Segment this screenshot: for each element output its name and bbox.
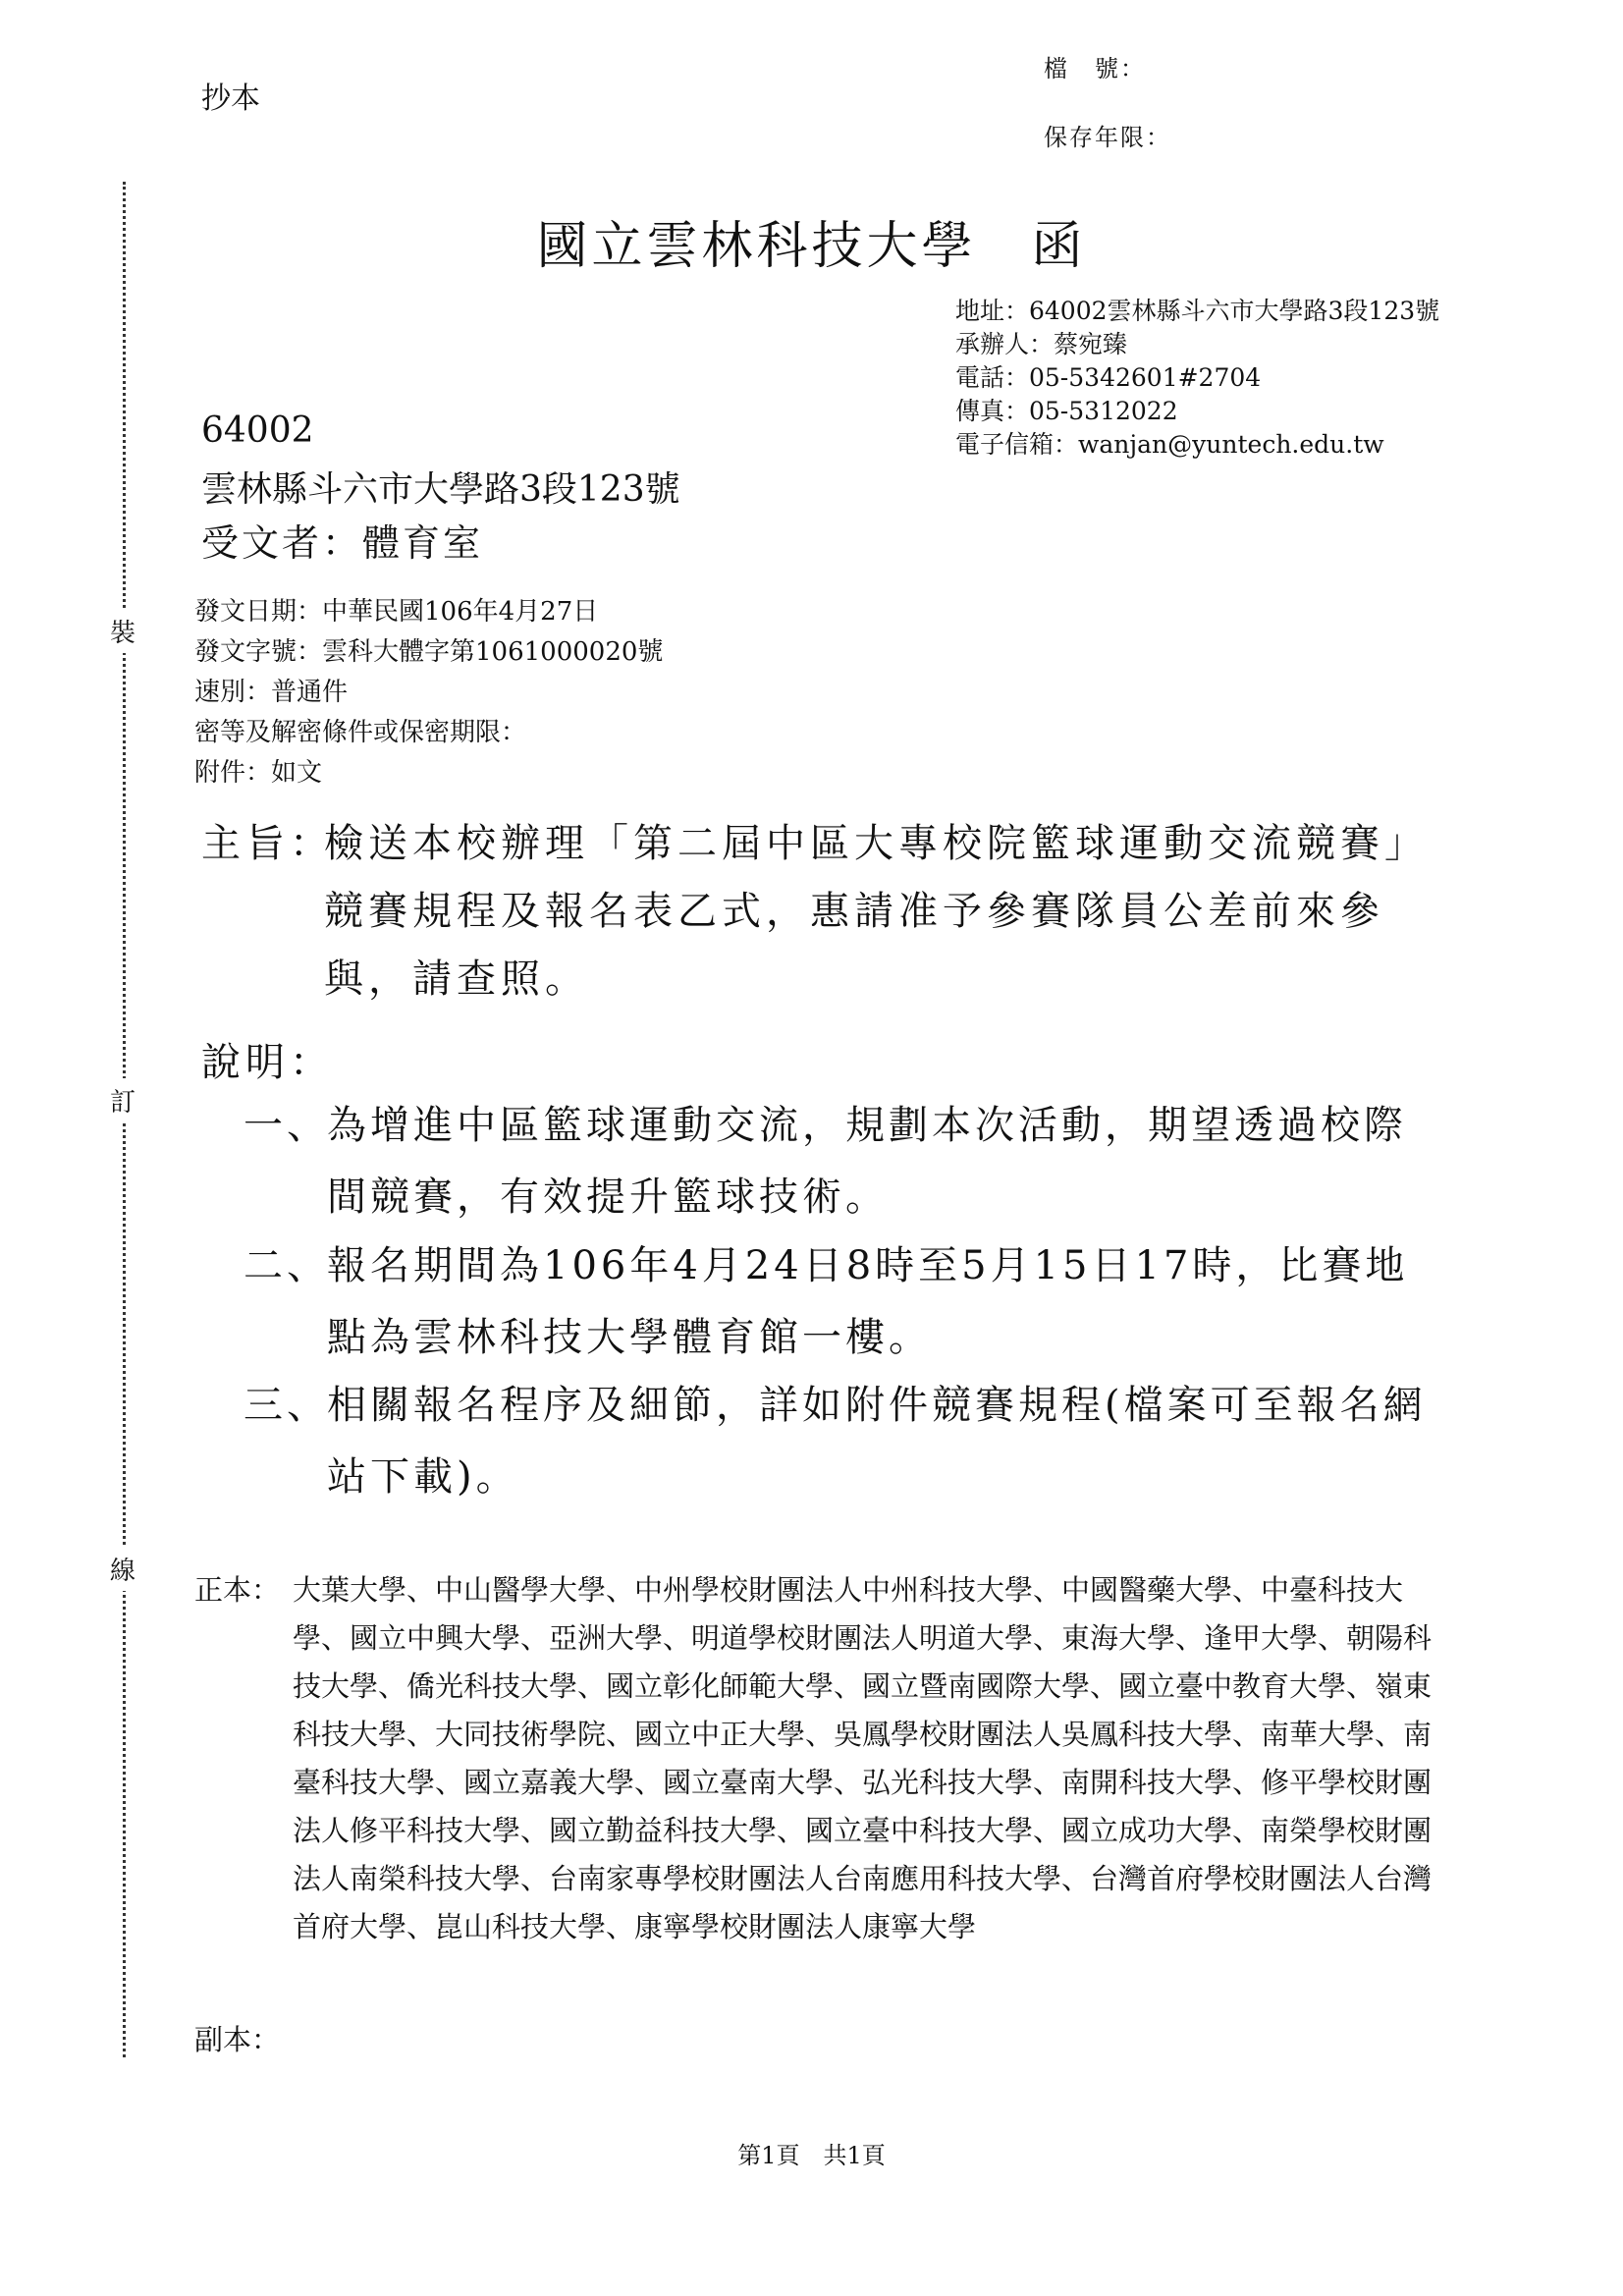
document-title: 國立雲林科技大學 函 <box>536 217 1087 276</box>
explanation-item <box>243 1090 1441 1233</box>
file-number-label: 檔 號： <box>1044 55 1146 82</box>
distribution-copy: 副本： <box>194 2023 281 2056</box>
subject-block <box>201 810 1453 1013</box>
issue-date: 發文日期：中華民國106年4月27日 <box>194 597 599 627</box>
item-text: 報名期間為106年4月24日8時至5月15日17時，比賽地點為雲林科技大學體育館一樓。 <box>327 1243 1409 1360</box>
sender-fax: 傳真：05-5312022 <box>955 397 1178 425</box>
original-recipients: 大葉大學、中山醫學大學、中州學校財團法人中州科技大學、中國醫藥大學、中臺科技大學、國立中興大學、亞洲大學、明道學校財團法人明道大學、東海大學、逢甲大學、朝陽科技大學、僑光科技大學、國立彰化師範大學、國立暨南國際大學、國立臺中教育大學、嶺東科技大學、大同技術學院、國立中正大學、吳鳳學校財團法人吳鳳科技大學、南華大學、南臺科技大學、國立嘉義大學、國立臺南大學、弘光科技大學、南開科技大學、修平學校財團法人修平科技大學、國立勤益科技大學、國立臺中科技大學、國立成功大學、南榮學校財團法人南榮科技大學、台南家專學校財團法人台南應用科技大學、台灣首府學校財團法人台灣首府大學、崑山科技大學、康寧學校財團法人康寧大學 <box>293 1573 1433 1943</box>
item-number: 一、 <box>243 1103 330 1148</box>
document-number: 發文字號：雲科大體字第1061000020號 <box>194 637 664 667</box>
delivery-speed: 速別：普通件 <box>194 678 349 707</box>
distribution-original <box>194 1566 1451 1951</box>
item-number: 三、 <box>243 1383 330 1428</box>
sender-email: 電子信箱：wanjan@yuntech.edu.tw <box>955 430 1384 459</box>
explanation-item <box>243 1370 1441 1513</box>
retention-period-label: 保存年限： <box>1044 124 1171 151</box>
sender-address: 地址：64002雲林縣斗六市大學路3段123號 <box>955 297 1440 325</box>
recipient-zip: 64002 <box>201 410 314 451</box>
item-text: 為增進中區籃球運動交流，規劃本次活動，期望透過校際間競賽，有效提升籃球技術。 <box>327 1103 1407 1220</box>
binding-char: 訂 <box>110 1078 135 1122</box>
binding-char: 裝 <box>110 609 135 653</box>
original-label: 正本： <box>194 1573 281 1607</box>
sender-phone: 電話：05-5342601#2704 <box>955 363 1262 392</box>
binding-char: 線 <box>110 1547 135 1591</box>
recipient-name: 受文者：體育室 <box>201 521 484 565</box>
subject-text: 檢送本校辦理「第二屆中區大專校院籃球運動交流競賽」競賽規程及報名表乙式，惠請准予參賽隊員公差前來參與，請查照。 <box>324 821 1429 1002</box>
document-meta <box>194 592 663 793</box>
sender-info <box>955 295 1439 462</box>
item-number: 二、 <box>243 1243 330 1288</box>
page-number: 第1頁 共1頁 <box>737 2142 886 2169</box>
explanation-heading: 說明： <box>201 1040 334 1085</box>
recipient-address: 雲林縣斗六市大學路3段123號 <box>201 469 680 510</box>
secrecy-level: 密等及解密條件或保密期限： <box>194 718 527 747</box>
attachment-info: 附件：如文 <box>194 758 323 788</box>
item-text: 相關報名程序及細節，詳如附件競賽規程(檔案可至報名網站下載)。 <box>327 1383 1427 1500</box>
sender-contact: 承辦人：蔡宛臻 <box>955 330 1128 358</box>
copy-mark: 抄本 <box>201 82 260 116</box>
subject-label: 主旨： <box>201 821 334 866</box>
explanation-item <box>243 1230 1441 1374</box>
